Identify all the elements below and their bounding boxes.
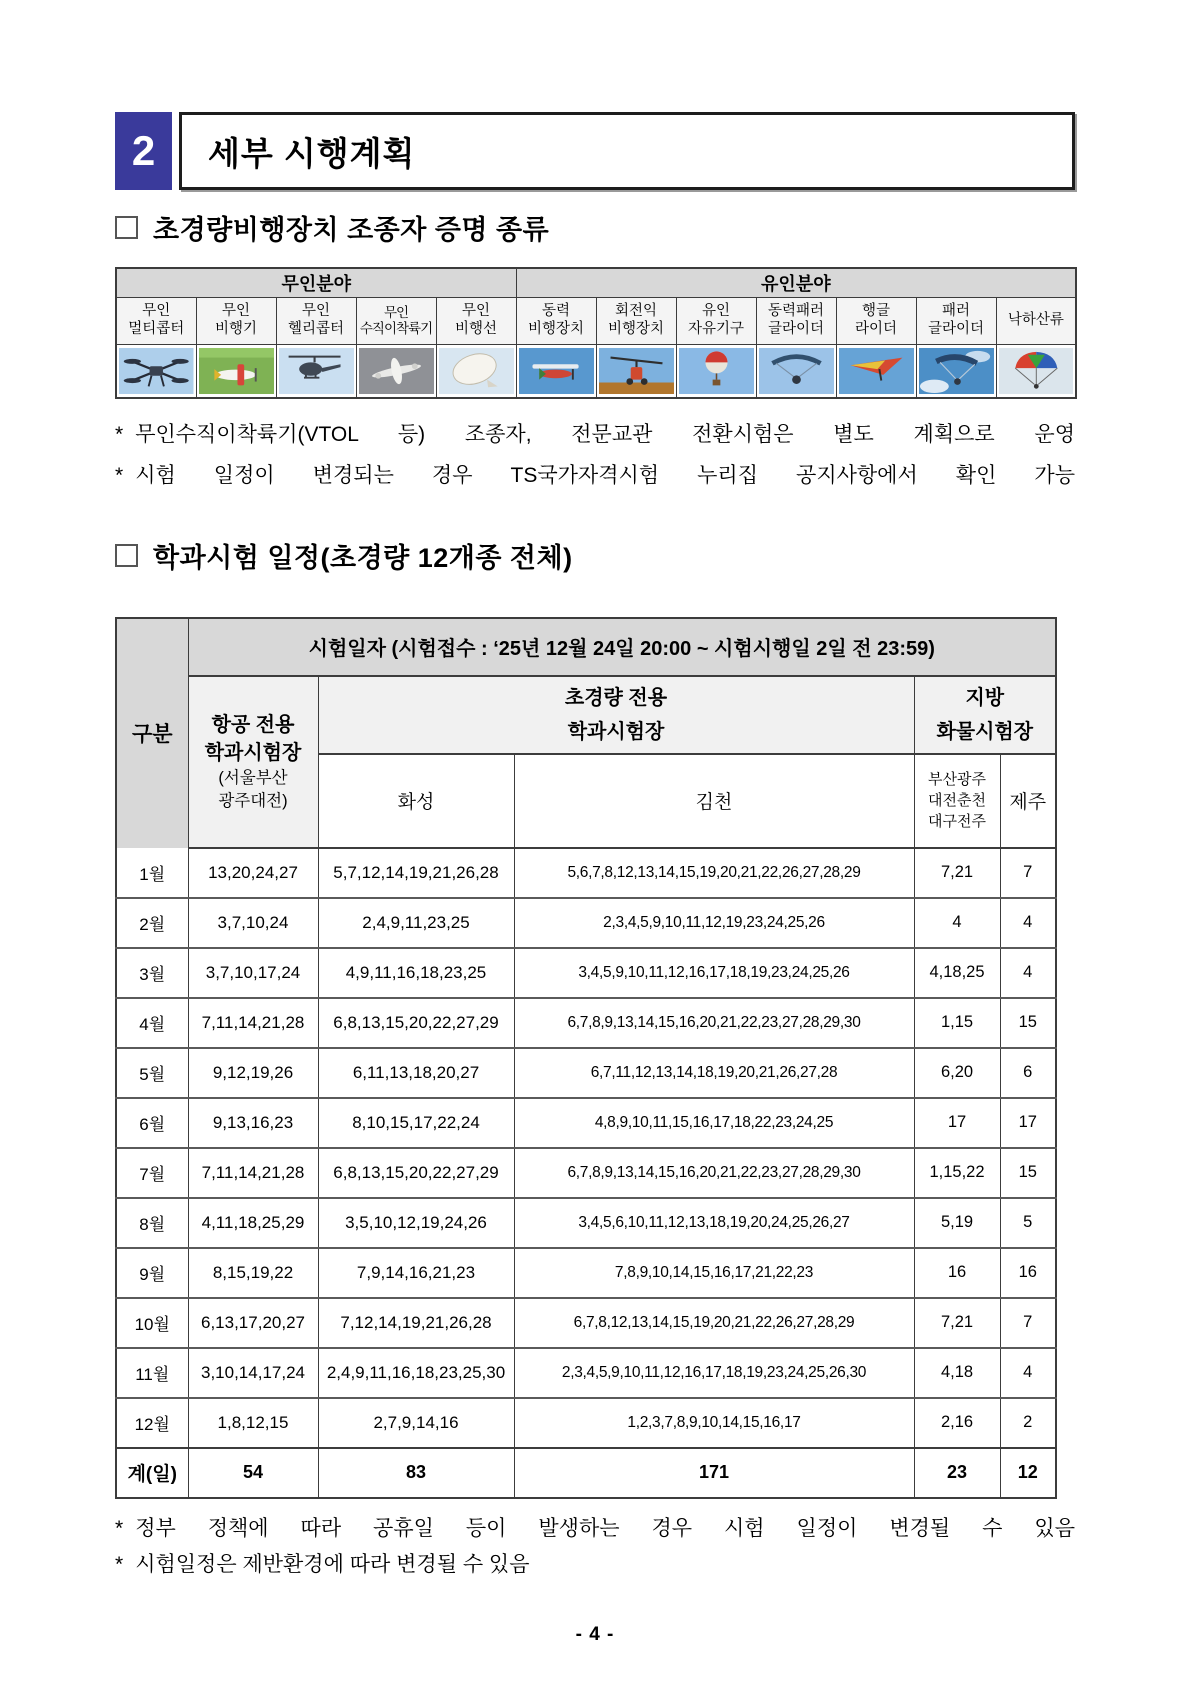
section-title-written-exam — [115, 536, 1075, 575]
gimcheon-dates-cell: 6,7,8,9,13,14,15,16,20,21,22,23,27,28,29,30 — [514, 998, 914, 1048]
month-cell: 1월 — [116, 848, 188, 898]
type-name-powered-aircraft: 동력 비행장치 — [516, 298, 596, 345]
total-aviation-cell: 54 — [188, 1448, 318, 1498]
written-exam-schedule-table — [115, 617, 1057, 1499]
month-cell: 7월 — [116, 1148, 188, 1198]
powered-paraglider-image — [759, 348, 834, 394]
type-name-parachute: 낙하산류 — [996, 298, 1076, 345]
type-name-hang-glider: 행글 라이더 — [836, 298, 916, 345]
gimcheon-dates-cell: 2,3,4,5,9,10,11,12,19,23,24,25,26 — [514, 898, 914, 948]
type-name-unmanned-multicopter: 무인 멀티콥터 — [116, 298, 196, 345]
regional-dates-cell: 17 — [914, 1098, 1000, 1148]
month-cell: 9월 — [116, 1248, 188, 1298]
schedule-total-row — [116, 1448, 1056, 1498]
gimcheon-dates-cell: 5,6,7,8,12,13,14,15,19,20,21,22,26,27,28,29 — [514, 848, 914, 898]
hwaseong-dates-cell: 5,7,12,14,19,21,26,28 — [318, 848, 514, 898]
exam-date-header: 시험일자 (시험접수 : ‘25년 12월 24일 20:00 ~ 시험시행일 2일 전 23:59) — [188, 618, 1056, 676]
asterisk-marker: * — [115, 423, 124, 446]
schedule-month-row — [116, 1248, 1056, 1298]
schedule-month-row — [116, 898, 1056, 948]
regional-dates-cell: 1,15,22 — [914, 1148, 1000, 1198]
note-text: 정부 정책에 따라 공휴일 등이 발생하는 경우 시험 일정이 변경될 수 있음 — [135, 1516, 1075, 1540]
hwaseong-dates-cell: 6,8,13,15,20,22,27,29 — [318, 1148, 514, 1198]
section-number-badge: 2 — [115, 112, 172, 190]
regional-dates-cell: 16 — [914, 1248, 1000, 1298]
gimcheon-dates-cell: 3,4,5,6,10,11,12,13,18,19,20,24,25,26,27 — [514, 1198, 914, 1248]
regional-dates-cell: 7,21 — [914, 1298, 1000, 1348]
type-name-unmanned-helicopter: 무인 헬리콥터 — [276, 298, 356, 345]
note-text: 무인수직이착륙기(VTOL 등) 조종자, 전문교관 전환시험은 별도 계획으로 운영 — [135, 423, 1075, 446]
type-name-row — [116, 298, 1076, 345]
type-name-rotorcraft: 회전익 비행장치 — [596, 298, 676, 345]
powered-aircraft-image — [519, 348, 594, 394]
schedule-month-row — [116, 848, 1056, 898]
jeju-dates-cell: 4 — [1000, 948, 1056, 998]
col-header-regional-cities: 부산광주 대전춘천 대구전주 — [914, 754, 1000, 848]
gimcheon-dates-cell: 2,3,4,5,9,10,11,12,16,17,18,19,23,24,25,26,30 — [514, 1348, 914, 1398]
square-bullet-icon — [115, 216, 138, 239]
schedule-header-group-row — [116, 676, 1056, 754]
note-line — [115, 462, 1075, 489]
aviation-dates-cell: 1,8,12,15 — [188, 1398, 318, 1448]
aviation-dates-cell: 4,11,18,25,29 — [188, 1198, 318, 1248]
group-unmanned: 무인분야 — [116, 268, 516, 298]
jeju-dates-cell: 4 — [1000, 898, 1056, 948]
type-image-row — [116, 345, 1076, 399]
aviation-dates-cell: 8,15,19,22 — [188, 1248, 318, 1298]
jeju-dates-cell: 2 — [1000, 1398, 1056, 1448]
month-cell: 2월 — [116, 898, 188, 948]
schedule-month-row — [116, 948, 1056, 998]
total-hwaseong-cell: 83 — [318, 1448, 514, 1498]
col-header-hwaseong: 화성 — [318, 754, 514, 848]
hwaseong-dates-cell: 7,9,14,16,21,23 — [318, 1248, 514, 1298]
note-text: 시험 일정이 변경되는 경우 TS국가자격시험 누리집 공지사항에서 확인 가능 — [135, 464, 1075, 488]
regional-dates-cell: 5,19 — [914, 1198, 1000, 1248]
regional-dates-cell: 6,20 — [914, 1048, 1000, 1098]
manned-free-balloon-image — [679, 348, 754, 394]
unmanned-helicopter-image — [279, 348, 354, 394]
month-cell: 8월 — [116, 1198, 188, 1248]
schedule-month-row — [116, 1048, 1056, 1098]
type-name-paraglider: 패러 글라이더 — [916, 298, 996, 345]
month-cell: 10월 — [116, 1298, 188, 1348]
schedule-header-date-row — [116, 618, 1056, 676]
gimcheon-dates-cell: 1,2,3,7,8,9,10,14,15,16,17 — [514, 1398, 914, 1448]
schedule-month-row — [116, 998, 1056, 1048]
jeju-dates-cell: 7 — [1000, 848, 1056, 898]
regional-dates-cell: 4 — [914, 898, 1000, 948]
gimcheon-dates-cell: 4,8,9,10,11,15,16,17,18,22,23,24,25 — [514, 1098, 914, 1148]
type-group-row — [116, 268, 1076, 298]
parachute-image — [999, 348, 1074, 394]
jeju-dates-cell: 4 — [1000, 1348, 1056, 1398]
section-title-text: 학과시험 일정(초경량 12개종 전체) — [153, 542, 573, 573]
col-header-aviation-center: 항공 전용 학과시험장 (서울부산 광주대전) — [188, 676, 318, 848]
jeju-dates-cell: 6 — [1000, 1048, 1056, 1098]
type-name-manned-free-balloon: 유인 자유기구 — [676, 298, 756, 345]
col-header-jeju: 제주 — [1000, 754, 1056, 848]
month-cell: 4월 — [116, 998, 188, 1048]
page-title: 세부 시행계획 — [179, 112, 1075, 190]
hwaseong-dates-cell: 2,7,9,14,16 — [318, 1398, 514, 1448]
square-bullet-icon — [115, 544, 138, 567]
hang-glider-image — [839, 348, 914, 394]
schedule-month-row — [116, 1198, 1056, 1248]
type-name-unmanned-airplane: 무인 비행기 — [196, 298, 276, 345]
aviation-dates-cell: 13,20,24,27 — [188, 848, 318, 898]
hwaseong-dates-cell: 8,10,15,17,22,24 — [318, 1098, 514, 1148]
type-name-powered-paraglider: 동력패러 글라이더 — [756, 298, 836, 345]
section-banner — [115, 112, 1075, 190]
col-header-category: 구분 — [116, 618, 188, 848]
page-number: - 4 - — [575, 1624, 615, 1645]
month-cell: 3월 — [116, 948, 188, 998]
unmanned-airship-image — [439, 348, 514, 394]
month-cell: 11월 — [116, 1348, 188, 1398]
hwaseong-dates-cell: 4,9,11,16,18,23,25 — [318, 948, 514, 998]
month-cell: 6월 — [116, 1098, 188, 1148]
schedule-month-row — [116, 1148, 1056, 1198]
hwaseong-dates-cell: 2,4,9,11,23,25 — [318, 898, 514, 948]
paraglider-image — [919, 348, 994, 394]
gimcheon-dates-cell: 3,4,5,9,10,11,12,16,17,18,19,23,24,25,26 — [514, 948, 914, 998]
document-page — [115, 112, 1075, 1587]
col-header-regional-cargo-center: 지방 화물시험장 — [914, 676, 1056, 754]
asterisk-marker: * — [115, 464, 124, 488]
unmanned-multicopter-image — [119, 348, 194, 394]
month-cell: 12월 — [116, 1398, 188, 1448]
schedule-month-row — [116, 1348, 1056, 1398]
group-manned: 유인분야 — [516, 268, 1076, 298]
regional-dates-cell: 4,18,25 — [914, 948, 1000, 998]
note-line — [115, 421, 1075, 448]
schedule-body — [116, 848, 1056, 1448]
rotorcraft-image — [599, 348, 674, 394]
type-name-unmanned-airship: 무인 비행선 — [436, 298, 516, 345]
aviation-dates-cell: 9,13,16,23 — [188, 1098, 318, 1148]
total-gimcheon-cell: 171 — [514, 1448, 914, 1498]
aviation-dates-cell: 7,11,14,21,28 — [188, 998, 318, 1048]
note-line — [115, 1515, 1075, 1542]
jeju-dates-cell: 17 — [1000, 1098, 1056, 1148]
gimcheon-dates-cell: 6,7,8,12,13,14,15,19,20,21,22,26,27,28,29 — [514, 1298, 914, 1348]
section-title-text: 초경량비행장치 조종자 증명 종류 — [153, 215, 550, 245]
jeju-dates-cell: 5 — [1000, 1198, 1056, 1248]
month-cell: 5월 — [116, 1048, 188, 1098]
gimcheon-dates-cell: 7,8,9,10,14,15,16,17,21,22,23 — [514, 1248, 914, 1298]
asterisk-marker: * — [115, 1552, 124, 1576]
col-header-gimcheon: 김천 — [514, 754, 914, 848]
aviation-dates-cell: 3,7,10,24 — [188, 898, 318, 948]
aviation-dates-cell: 3,10,14,17,24 — [188, 1348, 318, 1398]
gimcheon-dates-cell: 6,7,8,9,13,14,15,16,20,21,22,23,27,28,29,30 — [514, 1148, 914, 1198]
jeju-dates-cell: 7 — [1000, 1298, 1056, 1348]
hwaseong-dates-cell: 3,5,10,12,19,24,26 — [318, 1198, 514, 1248]
total-regional-cell: 23 — [914, 1448, 1000, 1498]
schedule-month-row — [116, 1098, 1056, 1148]
hwaseong-dates-cell: 6,11,13,18,20,27 — [318, 1048, 514, 1098]
section-title-cert-types — [115, 208, 1075, 247]
type-name-unmanned-vtol: 무인 수직이착륙기 — [356, 298, 436, 345]
total-jeju-cell: 12 — [1000, 1448, 1056, 1498]
unmanned-vtol-image — [359, 348, 434, 394]
jeju-dates-cell: 15 — [1000, 998, 1056, 1048]
aviation-dates-cell: 7,11,14,21,28 — [188, 1148, 318, 1198]
note-line — [115, 1551, 1075, 1578]
aviation-dates-cell: 6,13,17,20,27 — [188, 1298, 318, 1348]
pilot-cert-types-table — [115, 267, 1077, 399]
unmanned-airplane-image — [199, 348, 274, 394]
schedule-month-row — [116, 1398, 1056, 1448]
col-header-ultralight-center: 초경량 전용 학과시험장 — [318, 676, 914, 754]
hwaseong-dates-cell: 7,12,14,19,21,26,28 — [318, 1298, 514, 1348]
total-label-cell: 계(일) — [116, 1448, 188, 1498]
asterisk-marker: * — [115, 1516, 124, 1540]
cert-types-notes — [115, 421, 1075, 490]
regional-dates-cell: 7,21 — [914, 848, 1000, 898]
regional-dates-cell: 2,16 — [914, 1398, 1000, 1448]
schedule-notes — [115, 1515, 1075, 1579]
regional-dates-cell: 4,18 — [914, 1348, 1000, 1398]
regional-dates-cell: 1,15 — [914, 998, 1000, 1048]
gimcheon-dates-cell: 6,7,11,12,13,14,18,19,20,21,26,27,28 — [514, 1048, 914, 1098]
jeju-dates-cell: 16 — [1000, 1248, 1056, 1298]
schedule-month-row — [116, 1298, 1056, 1348]
note-text: 시험일정은 제반환경에 따라 변경될 수 있음 — [135, 1552, 530, 1576]
jeju-dates-cell: 15 — [1000, 1148, 1056, 1198]
hwaseong-dates-cell: 2,4,9,11,16,18,23,25,30 — [318, 1348, 514, 1398]
hwaseong-dates-cell: 6,8,13,15,20,22,27,29 — [318, 998, 514, 1048]
aviation-dates-cell: 9,12,19,26 — [188, 1048, 318, 1098]
aviation-dates-cell: 3,7,10,17,24 — [188, 948, 318, 998]
